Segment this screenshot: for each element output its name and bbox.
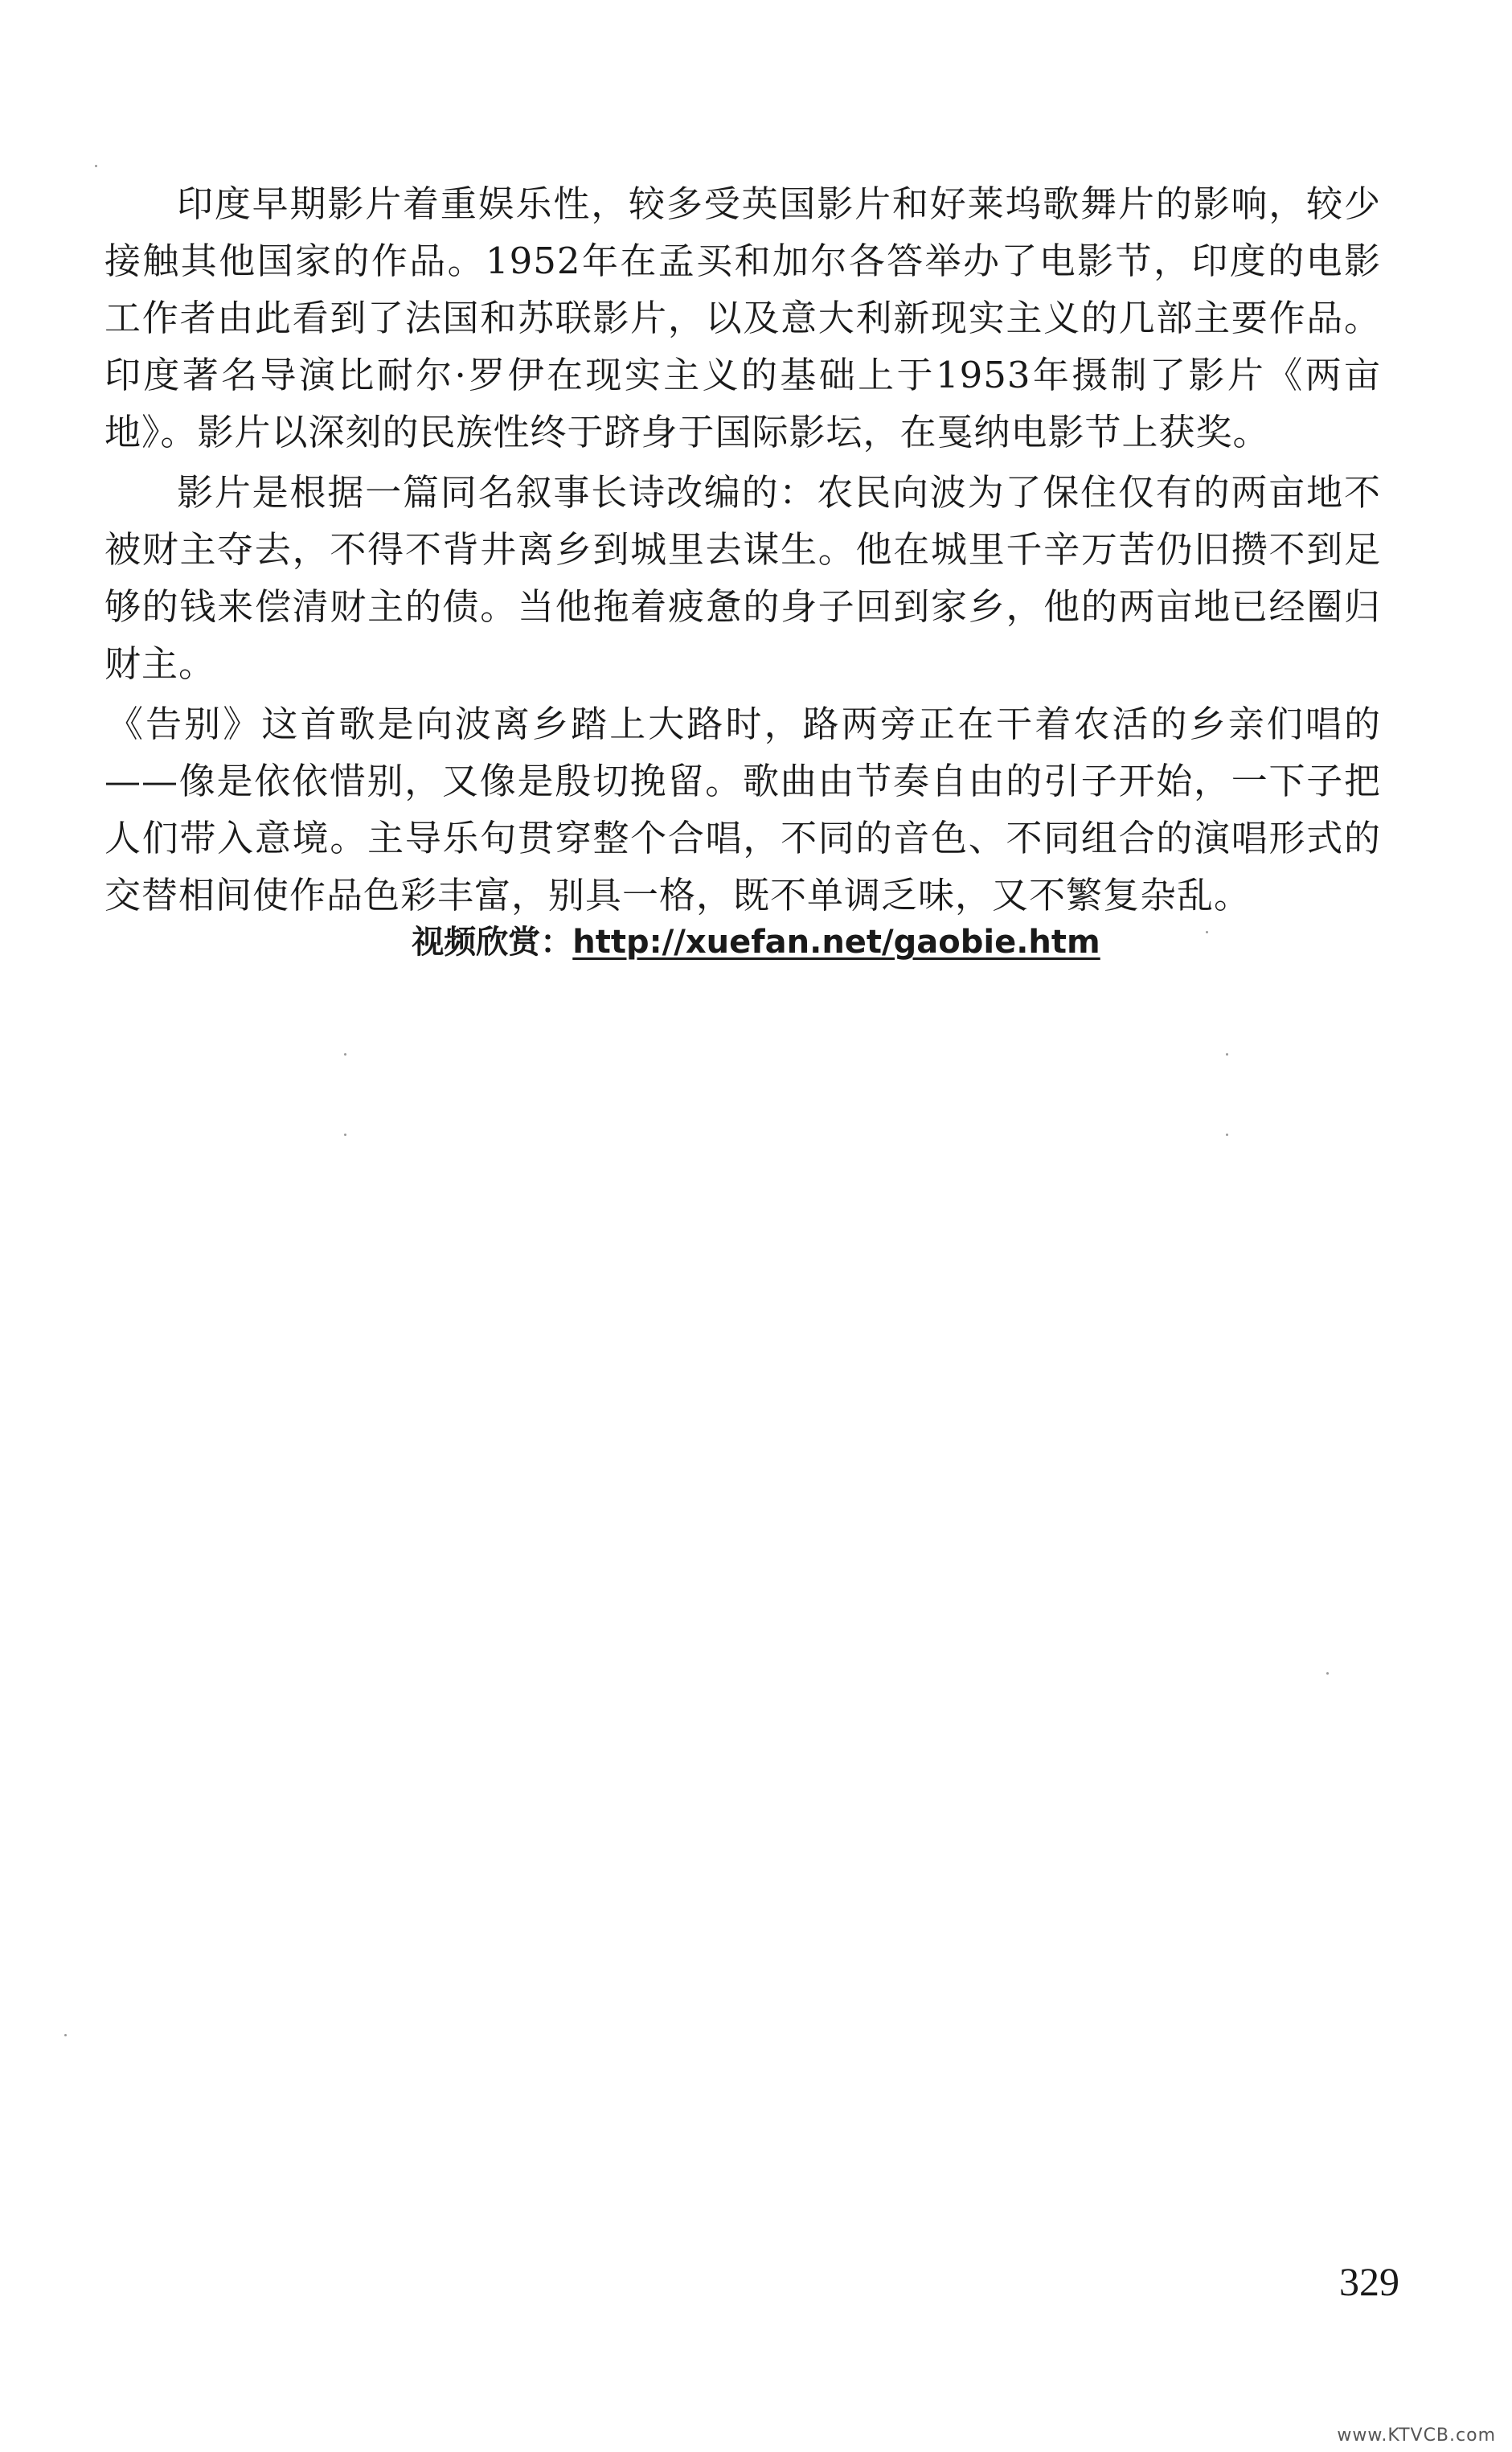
- scan-speck: [1226, 1053, 1228, 1056]
- video-link-line: [0, 918, 1512, 966]
- paragraph-3: 《告别》这首歌是向波离乡踏上大路时，路两旁正在干着农活的乡亲们唱的——像是依依惜别，又像是殷切挽留。歌曲由节奏自由的引子开始，一下子把人们带入意境。主导乐句贯穿整个合唱，不同的音色、不同组合的演唱形式的交替相间使作品色彩丰富，别具一格，既不单调乏味，又不繁复杂乱。: [104, 703, 1381, 916]
- scan-speck: [344, 1053, 346, 1056]
- page-number: 329: [1339, 2259, 1399, 2304]
- body-text: [104, 175, 1381, 927]
- video-label: 视频欣赏：: [412, 924, 573, 961]
- scan-speck: [95, 165, 97, 167]
- paragraph-2: 影片是根据一篇同名叙事长诗改编的：农民向波为了保住仅有的两亩地不被财主夺去，不得不背井离乡到城里去谋生。他在城里千辛万苦仍旧攒不到足够的钱来偿清财主的债。当他拖着疲惫的身子回到家乡，他的两亩地已经圈归财主。: [104, 471, 1381, 685]
- scan-speck: [1206, 931, 1208, 933]
- paragraph-1: 印度早期影片着重娱乐性，较多受英国影片和好莱坞歌舞片的影响，较少接触其他国家的作品。1952年在孟买和加尔各答举办了电影节，印度的电影工作者由此看到了法国和苏联影片，以及意大利新现实主义的几部主要作品。印度著名导演比耐尔·罗伊在现实主义的基础上于1953年摄制了影片《两亩地》。影片以深刻的民族性终于跻身于国际影坛，在戛纳电影节上获奖。: [104, 182, 1381, 453]
- scan-speck: [1326, 1672, 1329, 1675]
- scan-speck: [1226, 1134, 1228, 1136]
- watermark: www.KTVCB.com: [1337, 2425, 1496, 2446]
- scan-speck: [64, 2034, 67, 2036]
- video-url-link[interactable]: http://xuefan.net/gaobie.htm: [572, 924, 1100, 961]
- scan-speck: [344, 1134, 346, 1136]
